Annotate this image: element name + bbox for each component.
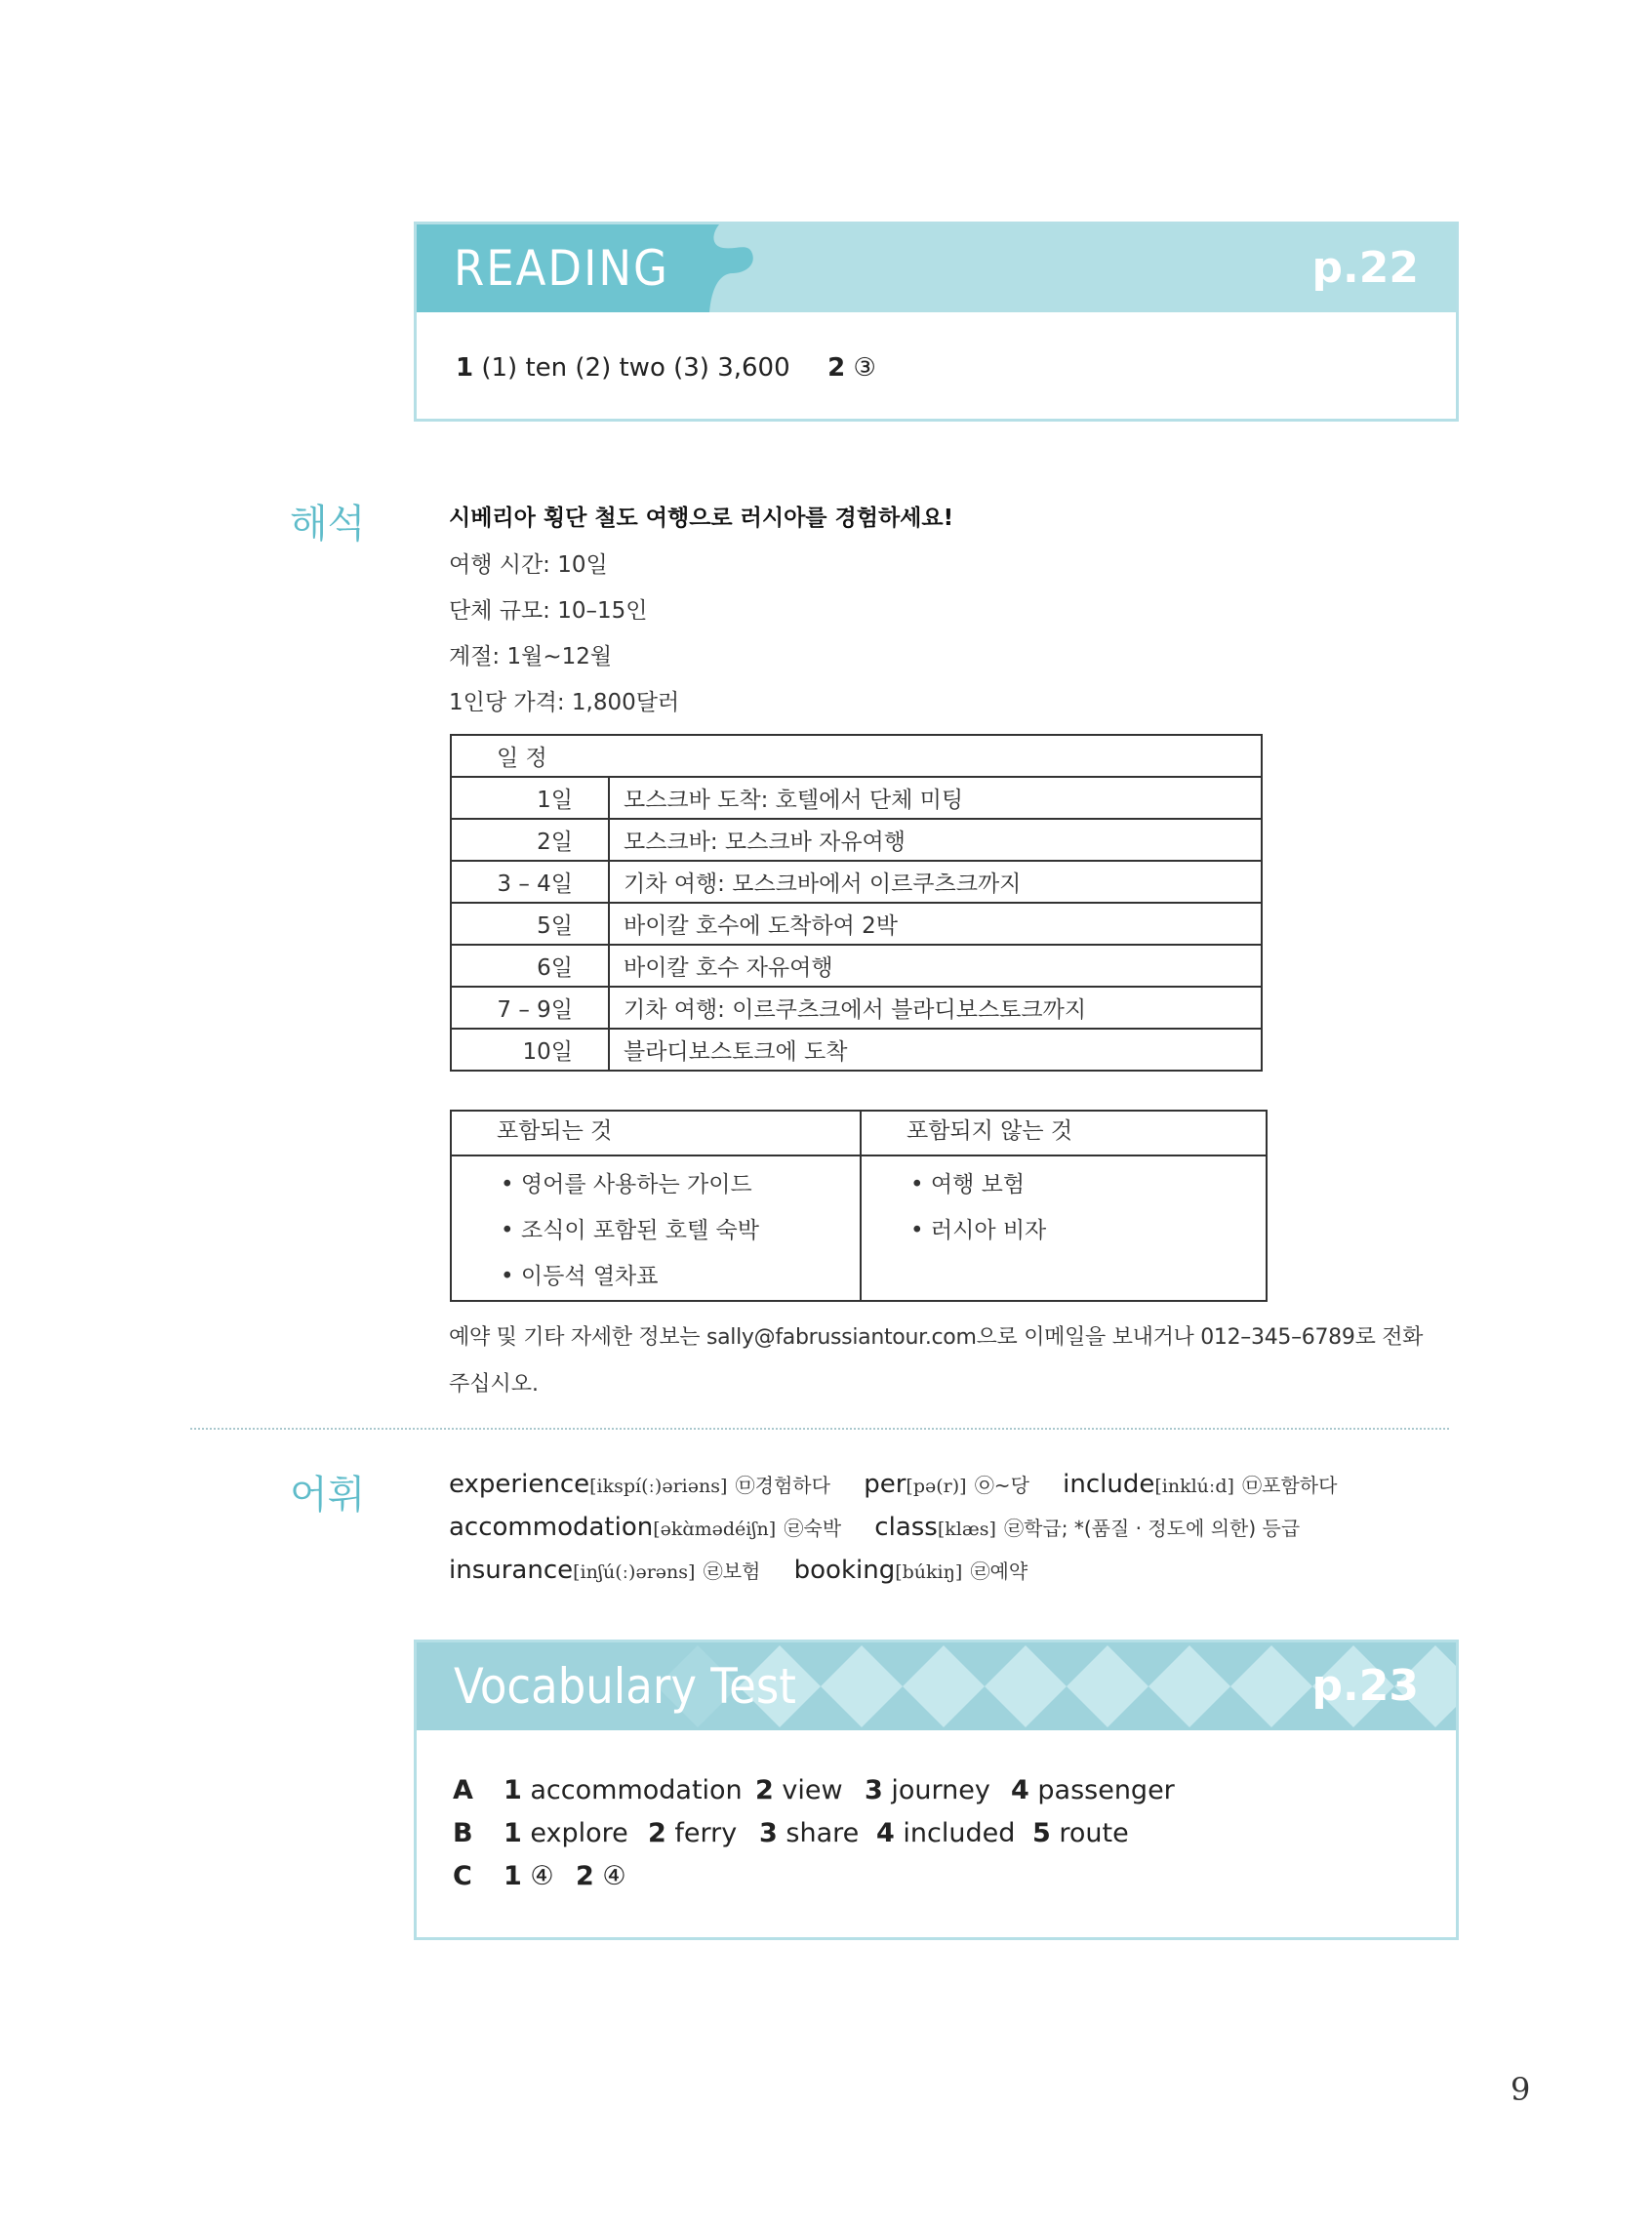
not-included-item: • 여행 보험	[910, 1172, 1026, 1197]
reading-answers	[456, 353, 876, 383]
itinerary-desc: 모스크바 도착: 호텔에서 단체 미팅	[609, 777, 1262, 819]
itinerary-desc: 기차 여행: 이르쿠츠크에서 블라디보스토크까지	[609, 987, 1262, 1029]
item-number: 1	[504, 1818, 522, 1848]
vocab-word: class	[874, 1513, 938, 1542]
answer-1-number: 1	[456, 353, 474, 383]
vocab-word: per	[864, 1470, 907, 1499]
vocab-pron: [inʃú(ː)ərəns]	[573, 1561, 696, 1583]
vocab-meaning: ㉣보험	[703, 1560, 761, 1583]
itinerary-day: 10일	[451, 1029, 609, 1071]
included-item: • 영어를 사용하는 가이드	[501, 1172, 752, 1197]
vocab-pron: [pə(r)]	[906, 1476, 967, 1497]
vocab-line	[449, 1513, 1300, 1542]
item-answer: included	[903, 1818, 1016, 1848]
item-answer: share	[786, 1818, 860, 1848]
vocab-pron: [əkɑ̀mədéiʃn]	[653, 1519, 777, 1540]
vocab-test-page-ref: p.23	[1311, 1661, 1419, 1711]
itinerary-row	[451, 945, 1262, 987]
vocab-word: accommodation	[449, 1513, 654, 1542]
info-group-size: 단체 규모: 10–15인	[449, 598, 648, 624]
item-answer: ferry	[674, 1818, 738, 1848]
item-answer: ④	[530, 1861, 554, 1891]
answer-2-number: 2	[827, 353, 846, 383]
item-number: 5	[1032, 1818, 1051, 1848]
item-number: 2	[648, 1818, 666, 1848]
itinerary-row	[451, 903, 1262, 945]
vocab-meaning: ㉣학급; *(품질 · 정도에 의한) 등급	[1004, 1517, 1301, 1540]
section-divider	[190, 1428, 1449, 1430]
vocab-pron: [ikspí(ː)əriəns]	[589, 1476, 728, 1497]
item-answer: route	[1059, 1818, 1129, 1848]
itinerary-desc: 바이칼 호수 자유여행	[609, 945, 1262, 987]
included-item: • 이등석 열차표	[501, 1264, 659, 1289]
itinerary-day: 2일	[451, 819, 609, 861]
vocab-test-header	[417, 1642, 1456, 1730]
included-list	[451, 1155, 861, 1301]
vocab-word: experience	[449, 1470, 590, 1499]
answer-2-text: ③	[853, 353, 876, 383]
vocab-line	[449, 1556, 1027, 1585]
itinerary-row	[451, 777, 1262, 819]
not-included-header: 포함되지 않는 것	[861, 1111, 1267, 1155]
vocab-meaning: ㉤경험하다	[735, 1474, 830, 1497]
vocab-line	[449, 1470, 1337, 1499]
itinerary-row	[451, 1029, 1262, 1071]
not-included-item: • 러시아 비자	[910, 1218, 1047, 1243]
reading-answer-box	[414, 222, 1459, 422]
page-number: 9	[1511, 2071, 1531, 2108]
reading-page-ref: p.22	[1311, 243, 1419, 293]
itinerary-day: 3 – 4일	[451, 861, 609, 903]
closing-text-line-2: 주십시오.	[449, 1372, 540, 1397]
item-answer: view	[782, 1775, 843, 1805]
item-number: 4	[876, 1818, 895, 1848]
not-included-list	[861, 1155, 1267, 1301]
vocab-meaning: ㉤포함하다	[1242, 1474, 1338, 1497]
itinerary-table	[450, 734, 1263, 1072]
itinerary-desc: 기차 여행: 모스크바에서 이르쿠츠크까지	[609, 861, 1262, 903]
itinerary-day: 6일	[451, 945, 609, 987]
itinerary-row	[451, 819, 1262, 861]
translation-headline: 시베리아 횡단 철도 여행으로 러시아를 경험하세요!	[449, 506, 954, 531]
item-answer: explore	[530, 1818, 628, 1848]
info-price: 1인당 가격: 1,800달러	[449, 690, 680, 715]
item-number: 2	[755, 1775, 774, 1805]
answer-1-text: (1) ten (2) two (3) 3,600	[481, 353, 790, 383]
item-answer: ④	[602, 1861, 626, 1891]
itinerary-day: 1일	[451, 777, 609, 819]
vocab-meaning: ㉧~당	[974, 1474, 1029, 1497]
included-header: 포함되는 것	[451, 1111, 861, 1155]
vocab-pron: [klæs]	[937, 1519, 996, 1540]
item-number: 4	[1011, 1775, 1029, 1805]
itinerary-row	[451, 987, 1262, 1029]
itinerary-desc: 바이칼 호수에 도착하여 2박	[609, 903, 1262, 945]
itinerary-desc: 블라디보스토크에 도착	[609, 1029, 1262, 1071]
inclusions-table	[450, 1110, 1268, 1302]
reading-title: READING	[417, 224, 680, 312]
vocab-word: booking	[793, 1556, 896, 1585]
closing-text-line-1: 예약 및 기타 자세한 정보는 sally@fabrussiantour.com으로 이메일을 보내거나 012–345–6789로 전화	[449, 1325, 1424, 1350]
info-duration: 여행 시간: 10일	[449, 552, 608, 578]
included-item: • 조식이 포함된 호텔 숙박	[501, 1218, 759, 1243]
row-letter: B	[453, 1818, 473, 1848]
itinerary-header-row	[451, 735, 1262, 777]
info-season: 계절: 1월~12월	[449, 644, 613, 669]
vocab-pron: [inklúːd]	[1154, 1476, 1234, 1497]
itinerary-day: 5일	[451, 903, 609, 945]
row-letter: C	[453, 1861, 472, 1891]
item-answer: accommodation	[530, 1775, 743, 1805]
vocab-pron: [búkiŋ]	[895, 1561, 963, 1583]
vocab-meaning: ㉣숙박	[784, 1517, 842, 1540]
reading-header	[417, 224, 1456, 312]
vocab-label: 어휘	[290, 1473, 366, 1518]
item-number: 2	[576, 1861, 594, 1891]
vocab-word: insurance	[449, 1556, 574, 1585]
itinerary-row	[451, 861, 1262, 903]
item-answer: passenger	[1037, 1775, 1175, 1805]
itinerary-header: 일 정	[451, 735, 1262, 777]
item-number: 1	[504, 1775, 522, 1805]
itinerary-desc: 모스크바: 모스크바 자유여행	[609, 819, 1262, 861]
vocab-meaning: ㉣예약	[970, 1560, 1028, 1583]
vocab-test-title: Vocabulary Test	[454, 1658, 796, 1715]
itinerary-day: 7 – 9일	[451, 987, 609, 1029]
item-answer: journey	[891, 1775, 990, 1805]
translation-label: 해석	[290, 502, 366, 547]
vocab-word: include	[1063, 1470, 1155, 1499]
item-number: 3	[759, 1818, 778, 1848]
row-letter: A	[453, 1775, 473, 1805]
item-number: 3	[865, 1775, 883, 1805]
item-number: 1	[504, 1861, 522, 1891]
